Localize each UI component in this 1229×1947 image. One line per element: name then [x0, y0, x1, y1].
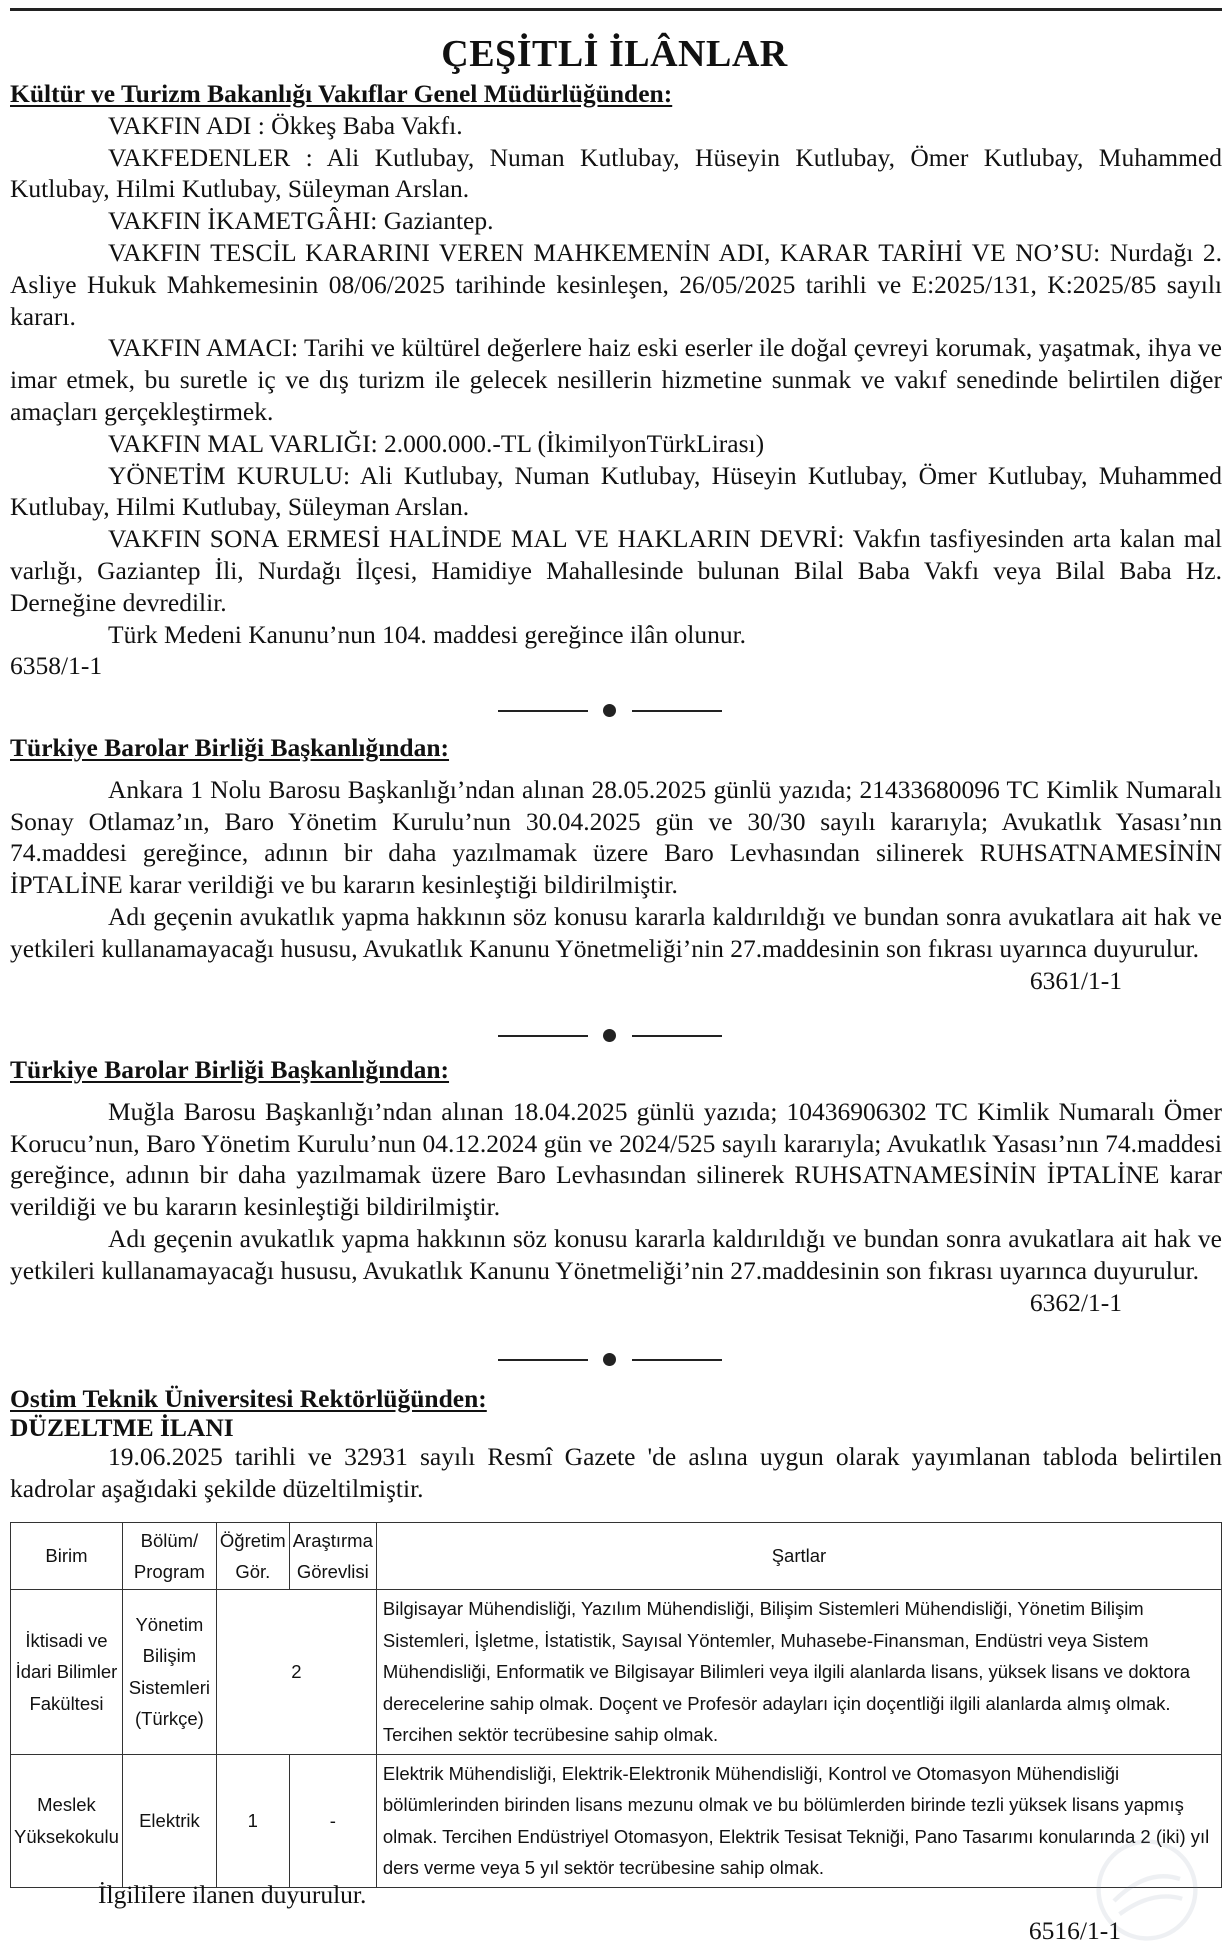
- notice-paragraph: VAKFIN AMACI: Tarihi ve kültürel değerlere haiz eski eserler ile doğal çevreyi korumak, yaşatmak, ihya ve imar etmek, bu suretle iç ve dış turizm ile gelecek nesillerin hizmetine sunmak ve vakıf senedinde belirtilen diğer amaçları gerçekleştirmek.: [10, 333, 1222, 426]
- column-header: Bölüm/ Program: [122, 1523, 216, 1590]
- kadro-table: [10, 1522, 1222, 1888]
- notice-heading: Kültür ve Turizm Bakanlığı Vakıflar Genel Müdürlüğünden:: [10, 79, 673, 108]
- top-rule: [10, 8, 1222, 11]
- column-header: Şartlar: [376, 1523, 1221, 1590]
- notice-paragraph-text: Adı geçenin avukatlık yapma hakkının söz konusu kararla kaldırıldığı ve bundan sonra avukatlara ait hak ve yetkileri kullanamayacağı hususu, Avukatlık Kanunu Yönetmeliği’nin 27.maddesinin son fıkrası uyarınca duyurulur.: [10, 1223, 1222, 1285]
- cell-bolum: Elektrik: [122, 1754, 216, 1887]
- notice-ref-number: 6361/1-1: [1029, 965, 1122, 995]
- notice-ref-number: 6516/1-1: [1028, 1916, 1121, 1945]
- notice-paragraph: Ankara 1 Nolu Barosu Başkanlığı’ndan alınan 28.05.2025 günlü yazıda; 21433680096 TC Kimlik Numaralı Sonay Otlamaz’ın, Baro Yönetim Kurulu’nun 30.04.2025 gün ve 30/30 sayılı kararıyla; Avukatlık Yasası’nın 74.maddesi gereğince, adının bir daha yazılmamak üzere Baro Levhasından silinerek RUHSATNAMESİNİN İPTALİNE karar verildiği ve bu kararın kesinleştiği bildirilmiştir.: [10, 774, 1222, 900]
- separator: [498, 1026, 730, 1046]
- table-row: [11, 1590, 1222, 1755]
- notice-ostim: [10, 1383, 1222, 1504]
- column-header: Birim: [11, 1523, 123, 1590]
- cell-birim: Meslek Yüksekokulu: [11, 1754, 123, 1887]
- cell-sartlar: Bilgisayar Mühendisliği, Yazılım Mühendisliği, Bilişim Sistemleri Mühendisliği, Yönetim Bilişim Sistemleri, İşletme, İstatistik, Sayısal Yöntemler, Muhasebe-Finansman, Endüstri veya Sistem Mühendisliği, Enformatik ve Bilgisayar Bilimleri veya ilgili alanlarda lisans, yüksek lisans ve doktora derecelerine sahip olmak. Doçent ve Profesör adayları için doçentliği ilgili alanlarda almış olmak. Tercihen sektör tecrübesine sahip olmak.: [376, 1590, 1221, 1755]
- notice-paragraph: YÖNETİM KURULU: Ali Kutlubay, Numan Kutlubay, Hüseyin Kutlubay, Ömer Kutlubay, Muhammed Kutlubay, Hilmi Kutlubay, Süleyman Arslan.: [10, 460, 1222, 522]
- notice-paragraph: VAKFIN ADI : Ökkeş Baba Vakfı.: [108, 110, 463, 140]
- notice-ref-number: 6362/1-1: [1029, 1287, 1122, 1317]
- notice-paragraph: [10, 901, 1222, 995]
- notice-paragraph: VAKFEDENLER : Ali Kutlubay, Numan Kutlubay, Hüseyin Kutlubay, Ömer Kutlubay, Muhammed Kutlubay, Hilmi Kutlubay, Süleyman Arslan.: [10, 142, 1222, 204]
- table-header-row: [11, 1523, 1222, 1590]
- cell-kadro-sayisi: 2: [216, 1590, 376, 1755]
- separator: [498, 1350, 730, 1370]
- notice-subheading: DÜZELTME İLANI: [10, 1412, 234, 1442]
- notice-paragraph: [10, 1223, 1222, 1317]
- notice-paragraph: VAKFIN SONA ERMESİ HALİNDE MAL VE HAKLARIN DEVRİ: Vakfın tasfiyesinden arta kalan mal varlığı, Gaziantep İli, Nurdağı İlçesi, Hamidiye Mahallesinde bulunan Bilal Baba Vakfı veya Bilal Baba Hz. Derneğine devredilir.: [10, 524, 1222, 617]
- notice-paragraph: VAKFIN İKAMETGÂHI: Gaziantep.: [108, 206, 494, 236]
- cell-sartlar: Elektrik Mühendisliği, Elektrik-Elektronik Mühendisliği, Kontrol ve Otomasyon Mühendisliği bölümlerinden birinden lisans mezunu olmak ve bu bölümlerden birinde tezli yüksek lisans yapmış olmak. Tercihen Endüstriyel Otomasyon, Elektrik Tesisat Tekniği, Pano Tasarımı konularında 2 (iki) yıl ders verme veya 5 yıl sektör tecrübesine sahip olmak.: [376, 1754, 1221, 1887]
- notice-baro-mugla: [10, 1054, 1222, 1318]
- notice-ref-number: 6358/1-1: [10, 651, 103, 681]
- notice-paragraph-text: Adı geçenin avukatlık yapma hakkının söz konusu kararla kaldırıldığı ve bundan sonra avukatlara ait hak ve yetkileri kullanamayacağı hususu, Avukatlık Kanunu Yönetmeliği’nin 27.maddesinin son fıkrası uyarınca duyurulur.: [10, 901, 1222, 963]
- notice-baro-ankara: [10, 732, 1222, 996]
- notice-paragraph: 19.06.2025 tarihli ve 32931 sayılı Resmî Gazete 'de aslına uygun olarak yayımlanan tabloda belirtilen kadrolar aşağıdaki şekilde düzeltilmiştir.: [10, 1441, 1222, 1503]
- table-row: [11, 1754, 1222, 1887]
- cell-bolum: Yönetim Bilişim Sistemleri (Türkçe): [122, 1590, 216, 1755]
- notice-vakif: [10, 78, 1222, 682]
- notice-paragraph: Türk Medeni Kanunu’nun 104. maddesi gereğince ilân olunur.: [108, 619, 747, 649]
- cell-arastirma-gor: -: [289, 1754, 376, 1887]
- closing-text: İlgililere ilanen duyurulur.: [98, 1880, 367, 1909]
- page-title: ÇEŞİTLİ İLÂNLAR: [441, 33, 788, 75]
- cell-birim: İktisadi ve İdari Bilimler Fakültesi: [11, 1590, 123, 1755]
- column-header: Öğretim Gör.: [216, 1523, 289, 1590]
- notice-heading: Türkiye Barolar Birliği Başkanlığından:: [10, 1055, 450, 1084]
- notice-paragraph: VAKFIN MAL VARLIĞI: 2.000.000.-TL (İkimilyonTürkLirası): [108, 428, 765, 458]
- notice-heading: Ostim Teknik Üniversitesi Rektörlüğünden:: [10, 1384, 487, 1413]
- notice-paragraph: Muğla Barosu Başkanlığı’ndan alınan 18.04.2025 günlü yazıda; 10436906302 TC Kimlik Numaralı Ömer Korucu’nun, Baro Yönetim Kurulu’nun 04.12.2024 gün ve 2024/525 sayılı kararıyla; Avukatlık Yasası’nın 74.maddesi gereğince, adının bir daha yazılmamak üzere Baro Levhasından silinerek RUHSATNAMESİNİN İPTALİNE karar verildiği ve bu kararın kesinleştiği bildirilmiştir.: [10, 1096, 1222, 1222]
- cell-ogretim-gor: 1: [216, 1754, 289, 1887]
- separator: [498, 701, 730, 721]
- notice-heading: Türkiye Barolar Birliği Başkanlığından:: [10, 733, 450, 762]
- notice-paragraph: VAKFIN TESCİL KARARINI VEREN MAHKEMENİN ADI, KARAR TARİHİ VE NO’SU: Nurdağı 2. Asliye Hukuk Mahkemesinin 08/06/2025 tarihinde kesinleşen, 26/05/2025 tarihli ve E:2025/131, K:2025/85 sayılı kararı.: [10, 237, 1222, 331]
- column-header: Araştırma Görevlisi: [289, 1523, 376, 1590]
- watermark-logo: [1092, 1835, 1202, 1945]
